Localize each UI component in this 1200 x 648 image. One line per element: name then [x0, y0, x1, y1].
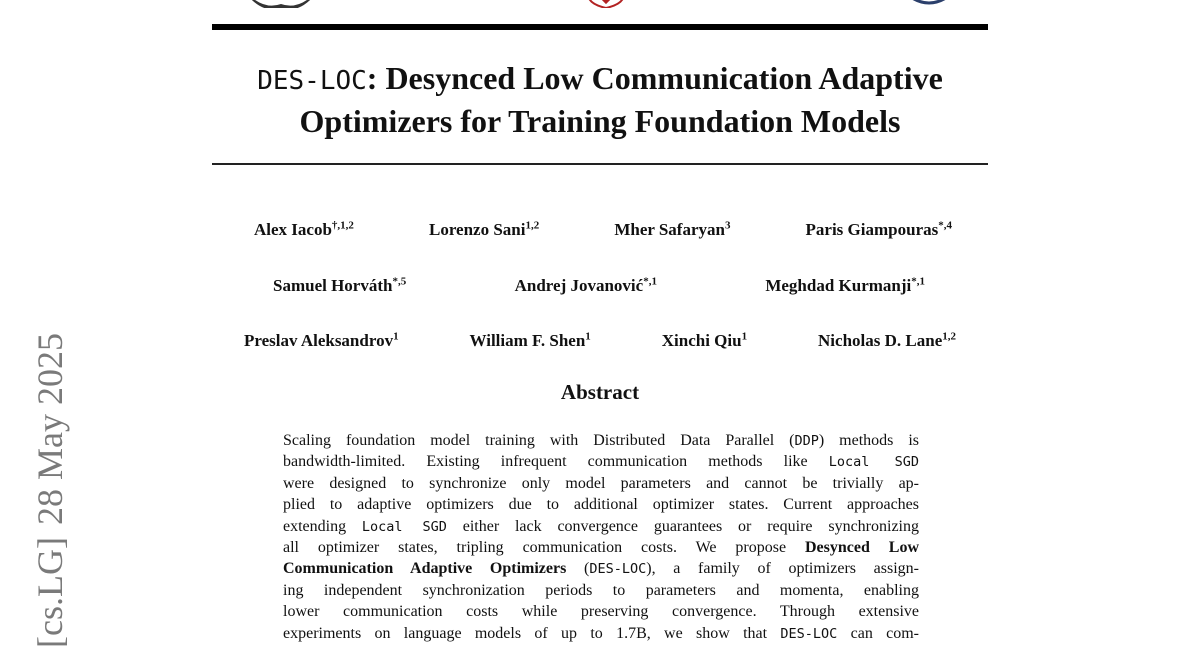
center-institution-logo — [584, 0, 628, 8]
author-name: Samuel Horváth — [273, 276, 393, 295]
arxiv-category: [cs.LG] — [30, 537, 70, 648]
author-row-1 — [254, 220, 952, 240]
abstract-text: were designed to synchronize only model parameters and cannot be trivially ap- — [283, 474, 919, 492]
author-affiliation: *,1 — [911, 275, 925, 288]
author-affiliation: *,5 — [392, 275, 407, 288]
author-row-2 — [273, 276, 925, 296]
title-method-name: DES-LOC — [257, 66, 367, 96]
author-affiliation: *,1 — [643, 275, 657, 288]
abstract-text: ), a family of optimizers assign- — [646, 560, 919, 578]
abstract-text: Scaling foundation model training with Distributed Data Parallel ( — [283, 432, 795, 449]
author — [429, 220, 539, 240]
abstract-code-text: DES-LOC — [780, 625, 838, 642]
author-name: Meghdad Kurmanji — [765, 276, 912, 295]
author-affiliation: †,1,2 — [331, 219, 354, 232]
abstract-text: ) methods is — [818, 432, 920, 449]
abstract-code-text: Local SGD — [361, 518, 447, 535]
abstract-text: experiments on language models of up to 1.7B, we show that — [283, 624, 781, 642]
author-affiliation: 1 — [393, 330, 399, 343]
title-bottom-rule — [212, 163, 988, 165]
author-name: Xinchi Qiu — [661, 331, 742, 350]
author-affiliation: 1,2 — [525, 219, 540, 232]
author-name: Andrej Jovanović — [514, 276, 644, 295]
author-name: Lorenzo Sani — [428, 220, 526, 239]
abstract-text: ( — [566, 560, 590, 578]
paper-title — [212, 58, 988, 141]
abstract-heading: Abstract — [560, 380, 640, 404]
abstract-bold-text: Desynced Low — [805, 538, 920, 556]
abstract-text: can com- — [837, 624, 920, 642]
author-affiliation: *,4 — [938, 219, 952, 232]
header-thick-rule — [212, 24, 988, 30]
author — [254, 220, 354, 240]
author — [765, 276, 925, 296]
abstract-line — [283, 516, 919, 537]
author-name: Preslav Aleksandrov — [244, 331, 394, 350]
author-row-3 — [244, 331, 956, 351]
abstract-bold-text: Communication Adaptive Optimizers — [283, 560, 567, 578]
abstract-text: lower communication costs while preserving convergence. Through extensive — [283, 603, 919, 621]
author-affiliation: 1 — [585, 330, 591, 343]
abstract-code-text: DES-LOC — [589, 561, 647, 578]
abstract-line — [283, 451, 919, 472]
title-text: : Desynced Low Communication Adaptive Optimizers for Training Foundation Models — [299, 60, 943, 139]
abstract-line — [283, 494, 919, 515]
author-affiliation: 1 — [741, 330, 748, 343]
author-name: William F. Shen — [469, 331, 586, 350]
author — [614, 220, 730, 240]
arxiv-stamp — [20, 288, 80, 648]
abstract-text: all optimizer states, tripling communication costs. We propose — [283, 538, 805, 556]
author — [806, 220, 952, 240]
abstract-text: extending — [283, 517, 362, 535]
right-institution-logo — [900, 0, 958, 8]
abstract-line — [283, 473, 919, 494]
author-affiliation: 1,2 — [942, 330, 956, 343]
abstract-text: ing independent synchronization periods to parameters and momenta, enabling — [283, 581, 919, 599]
abstract-code-text: DDP — [794, 433, 819, 449]
abstract-line — [283, 623, 919, 644]
left-institution-logo — [246, 0, 316, 8]
abstract-body — [283, 430, 919, 644]
abstract-text: plied to adaptive optimizers due to additional optimizer states. Current approaches — [283, 496, 919, 514]
author-name: Alex Iacob — [254, 220, 332, 239]
abstract-line — [283, 558, 919, 579]
abstract-line — [283, 601, 919, 622]
abstract-line — [283, 580, 919, 601]
author — [515, 276, 657, 296]
abstract-line — [283, 537, 919, 558]
author — [818, 331, 956, 351]
author — [273, 276, 406, 296]
author-name: Mher Safaryan — [614, 220, 725, 239]
author-name: Paris Giampouras — [805, 220, 939, 239]
author — [662, 331, 747, 351]
author-name: Nicholas D. Lane — [818, 331, 943, 350]
abstract-text: bandwidth-limited. Existing infrequent communication methods like — [283, 453, 829, 471]
author — [470, 331, 591, 351]
abstract-code-text: Local SGD — [828, 454, 919, 471]
arxiv-date: 28 May 2025 — [30, 333, 70, 526]
abstract-line — [283, 430, 919, 451]
abstract-text: either lack convergence guarantees or require synchronizing — [446, 517, 919, 535]
author — [244, 331, 399, 351]
author-affiliation: 3 — [724, 219, 731, 232]
